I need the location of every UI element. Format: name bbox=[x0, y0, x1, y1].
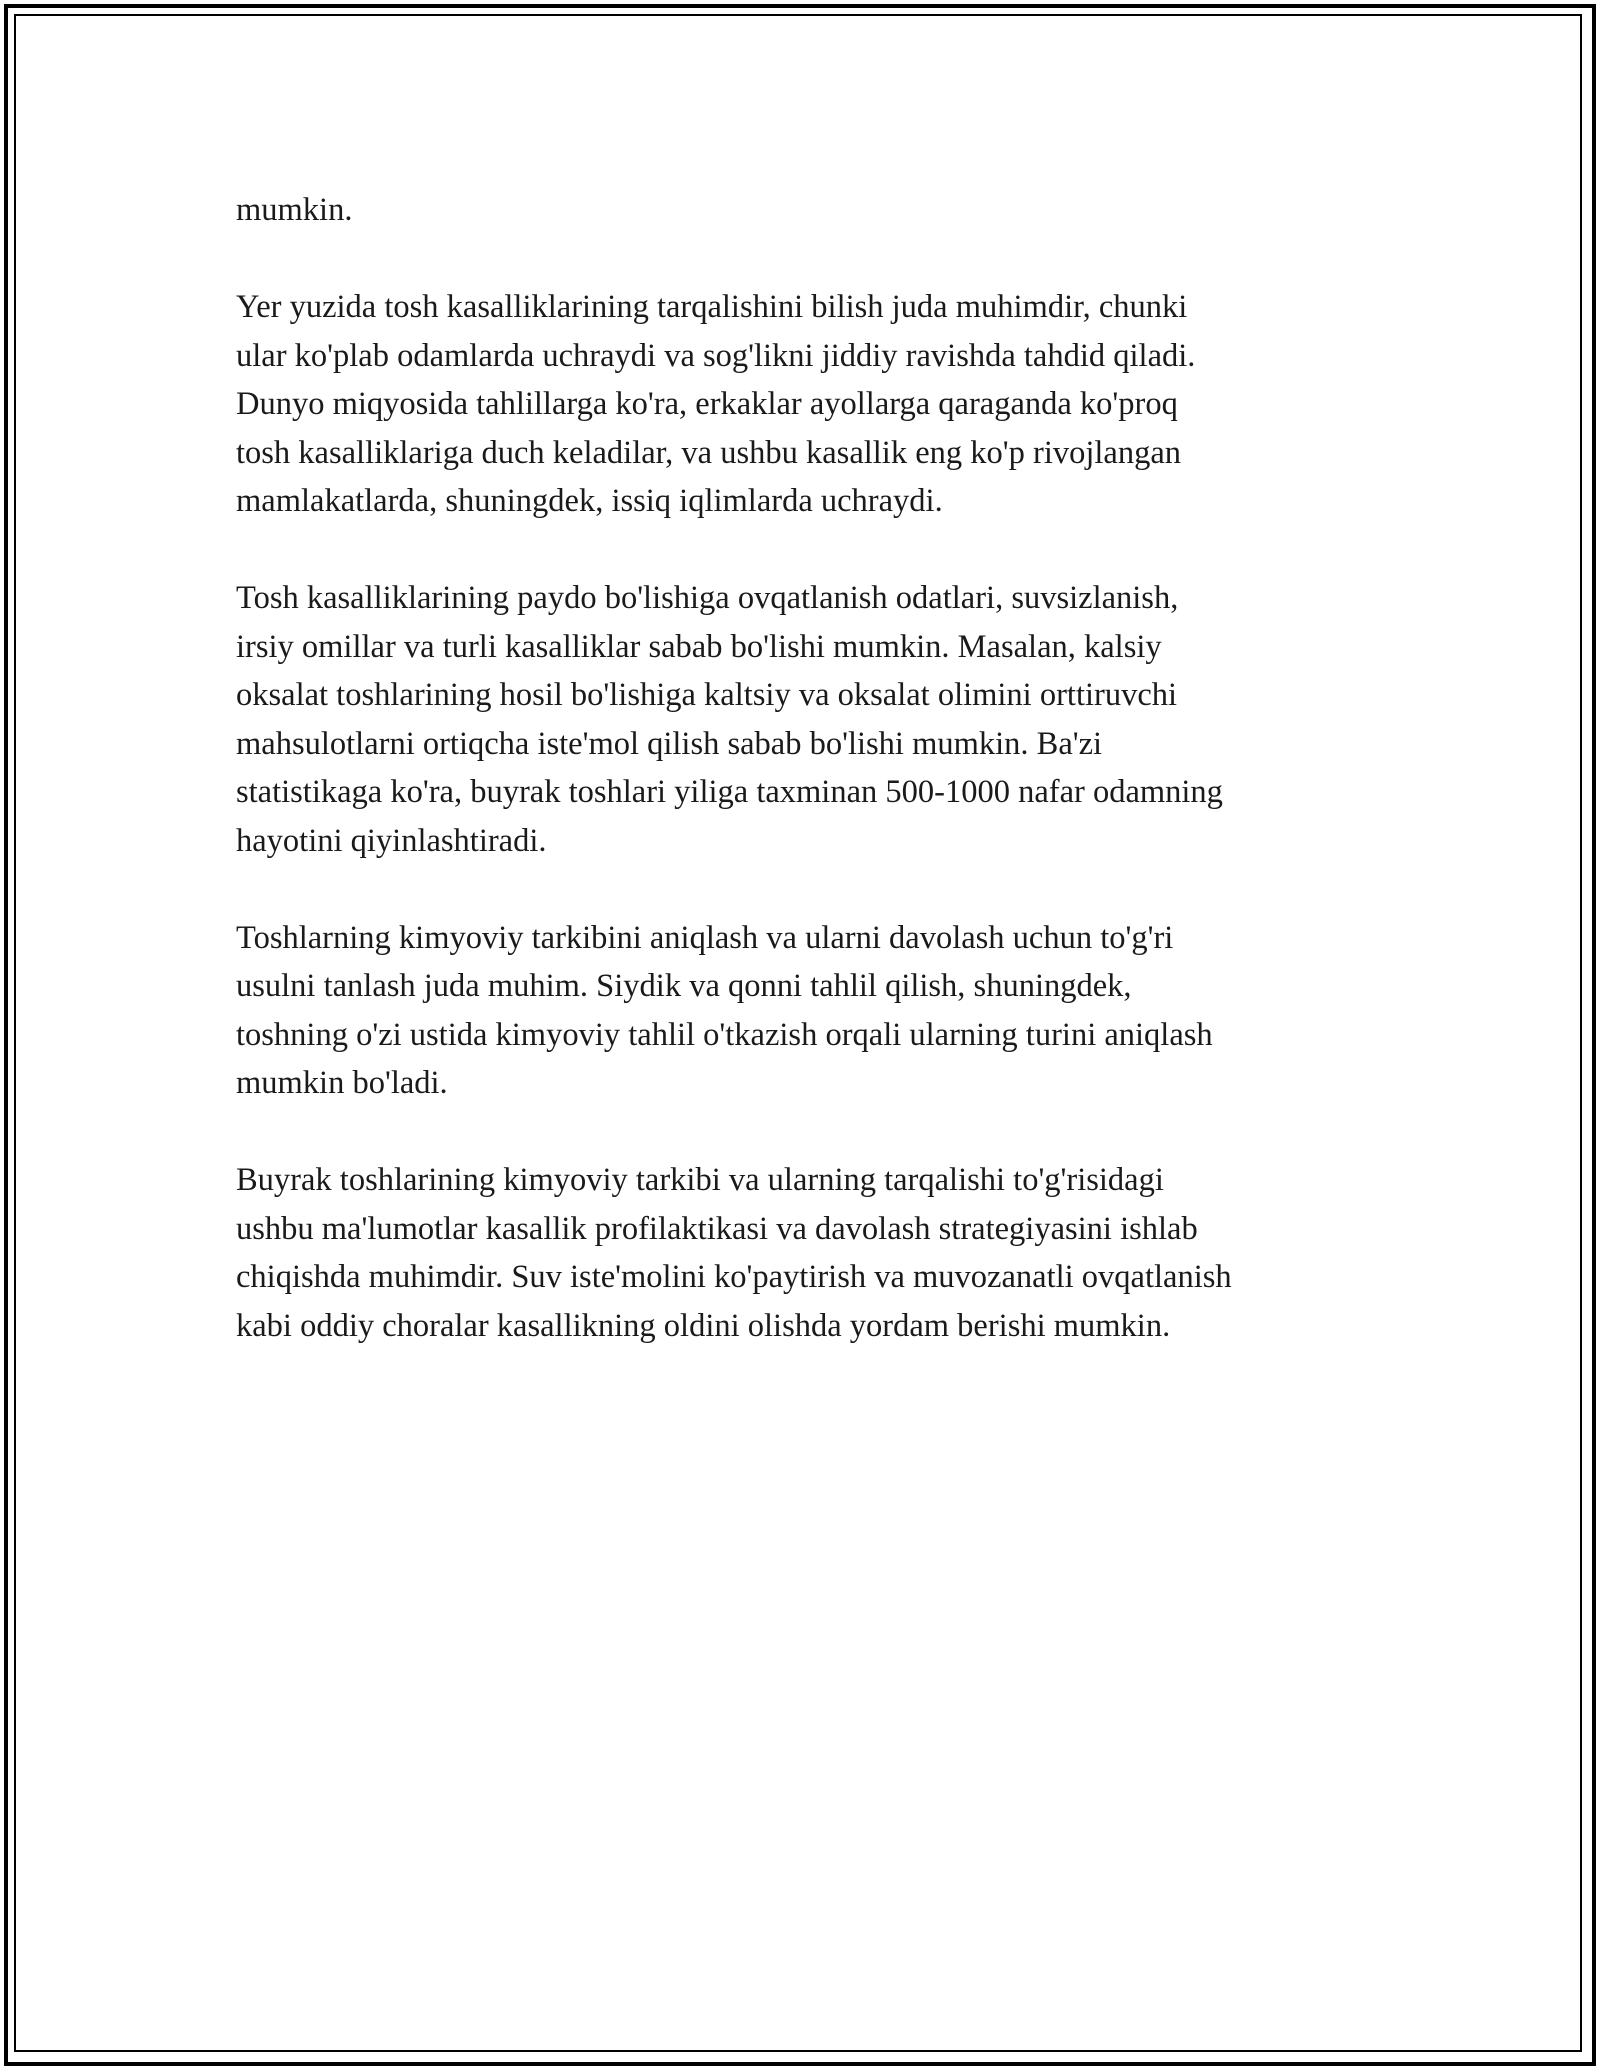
document-body bbox=[236, 186, 1366, 1399]
paragraph-prevention bbox=[236, 1156, 1366, 1350]
paragraph-continuation bbox=[236, 186, 1366, 235]
text-line: mumkin bo'ladi. bbox=[236, 1065, 448, 1101]
paragraph-diagnosis bbox=[236, 914, 1366, 1108]
text-line: chiqishda muhimdir. Suv iste'molini ko'paytirish va muvozanatli ovqatlanish bbox=[236, 1259, 1232, 1295]
text-line: ular ko'plab odamlarda uchraydi va sog'likni jiddiy ravishda tahdid qiladi. bbox=[236, 337, 1196, 374]
paragraph-prevalence bbox=[236, 283, 1366, 526]
text-line: mumkin. bbox=[236, 192, 353, 228]
text-line: toshning o'zi ustida kimyoviy tahlil o'tkazish orqali ularning turini aniqlash bbox=[236, 1016, 1213, 1053]
text-line: irsiy omillar va turli kasalliklar sabab bo'lishi mumkin. Masalan, kalsiy bbox=[236, 628, 1162, 665]
text-line: Toshlarning kimyoviy tarkibini aniqlash va ularni davolash uchun to'g'ri bbox=[236, 919, 1174, 956]
text-line: ushbu ma'lumotlar kasallik profilaktikasi va davolash strategiyasini ishlab bbox=[236, 1210, 1198, 1247]
text-line: kabi oddiy choralar kasallikning oldini olishda yordam berishi mumkin. bbox=[236, 1307, 1171, 1344]
text-line: hayotini qiyinlashtiradi. bbox=[236, 822, 547, 859]
text-line: Dunyo miqyosida tahlillarga ko'ra, erkaklar ayollarga qaraganda ko'proq bbox=[236, 386, 1178, 422]
text-line: Buyrak toshlarining kimyoviy tarkibi va ularning tarqalishi to'g'risidagi bbox=[236, 1162, 1164, 1198]
text-line: tosh kasalliklariga duch keladilar, va ushbu kasallik eng ko'p rivojlangan bbox=[236, 434, 1182, 471]
text-line: mahsulotlarni ortiqcha iste'mol qilish sabab bo'lishi mumkin. Ba'zi bbox=[236, 725, 1103, 762]
paragraph-causes bbox=[236, 574, 1366, 865]
text-line: oksalat toshlarining hosil bo'lishiga kaltsiy va oksalat olimini orttiruvchi bbox=[236, 677, 1178, 713]
text-line: mamlakatlarda, shuningdek, issiq iqlimlarda uchraydi. bbox=[236, 483, 943, 519]
text-line: usulni tanlash juda muhim. Siydik va qonni tahlil qilish, shuningdek, bbox=[236, 968, 1132, 1004]
text-line: Tosh kasalliklarining paydo bo'lishiga ovqatlanish odatlari, suvsizlanish, bbox=[236, 580, 1179, 616]
text-line: Yer yuzida tosh kasalliklarining tarqalishini bilish juda muhimdir, chunki bbox=[236, 289, 1188, 325]
text-line: statistikaga ko'ra, buyrak toshlari yiliga taxminan 500-1000 nafar odamning bbox=[236, 774, 1223, 810]
